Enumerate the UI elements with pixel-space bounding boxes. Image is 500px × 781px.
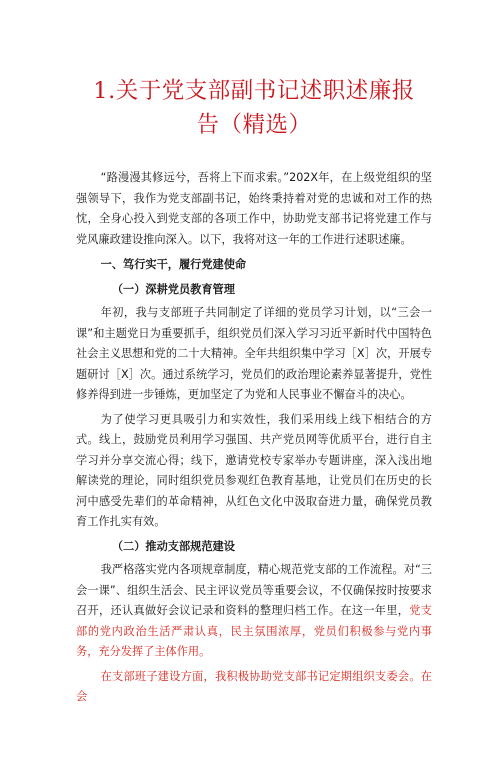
- subsection2-paragraph1-highlight: 党支部的党内政治生活严肃认真，民主氛围浓厚，党员们积极参与党内事务，充分发挥了主体作用。: [76, 604, 432, 658]
- intro-paragraph: “路漫漫其修远兮，吾将上下而求索。”202X年，在上级党组织的坚强领导下，我作为党支部副书记，始终秉持着对党的忠诚和对工作的热忱，全身心投入到党支部的各项工作中，协助党支部书记将党建工作与党风廉政建设推向深入。以下，我将对这一年的工作进行述职述廉。: [76, 171, 432, 246]
- subsection2-heading: （二）推动支部规范建设: [111, 539, 235, 553]
- document-title-line2: 告（精选）: [196, 112, 312, 138]
- document-title-line1: 1.关于党支部副书记述职述廉报: [93, 78, 415, 104]
- subsection1-paragraph2: 为了使学习更具吸引力和实效性，我们采用线上线下相结合的方式。线上，鼓励党员利用学习强国、共产党员网等优质平台，进行自主学习并分享交流心得；线下，邀请党校专家举办专题讲座，深入浅出地解读党的理论，同时组织党员参观红色教育基地，让党员们在历史的长河中感受先辈们的革命精神，从红色文化中汲取奋进力量，确保党员教育工作扎实有效。: [76, 412, 432, 528]
- subsection2-paragraph1-text: 我严格落实党内各项规章制度，精心规范党支部的工作流程。对“三会一课”、组织生活会、民主评议党员等重要会议，不仅确保按时按要求召开，还认真做好会议记录和资料的整理归档工作。在这一年里，: [76, 563, 432, 617]
- subsection1-heading: （一）深耕党员教育管理: [111, 282, 235, 296]
- document-page: [0, 74, 500, 781]
- section1-heading: 一、笃行实干，履行党建使命: [100, 258, 247, 271]
- subsection2-paragraph1: [76, 560, 432, 663]
- subsection2-paragraph2: 在支部班子建设方面，我积极协助党支部书记定期组织支委会。在会: [76, 669, 432, 703]
- subsection1-paragraph1: 年初，我与支部班子共同制定了详细的党员学习计划，以“三会一课”和主题党日为重要抓手，组织党员们深入学习习近平新时代中国特色社会主义思想和党的二十大精神。全年共组织集中学习［X］次，开展专题研讨［X］次。通过系统学习，党员们的政治理论素养显著提升，党性修养得到进一步锤炼，更加坚定了为党和人民事业不懈奋斗的决心。: [76, 306, 432, 401]
